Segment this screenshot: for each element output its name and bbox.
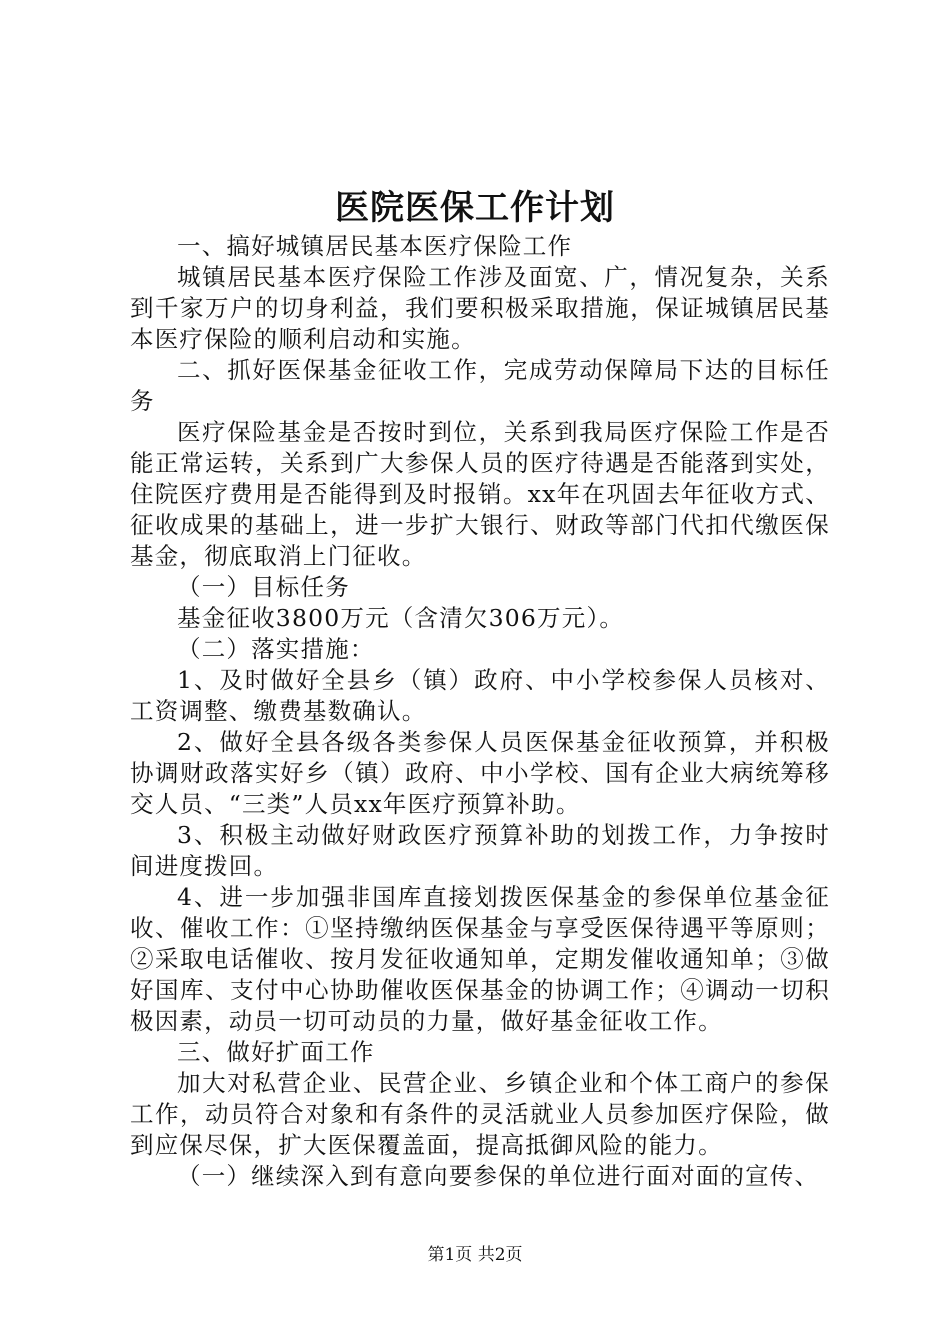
list-item: 3、积极主动做好财政医疗预算补助的划拨工作，力争按时间进度拨回。 [130, 821, 830, 880]
section-heading-2: 二、抓好医保基金征收工作，完成劳动保障局下达的目标任务 [130, 356, 830, 415]
paragraph: 基金征收3800万元（含清欠306万元）。 [177, 604, 625, 632]
subsection-heading: （一）目标任务 [177, 573, 350, 601]
subsection-heading: （二）落实措施： [177, 635, 375, 663]
list-item: 1、及时做好全县乡（镇）政府、中小学校参保人员核对、工资调整、缴费基数确认。 [130, 666, 830, 725]
list-item: 2、做好全县各级各类参保人员医保基金征收预算，并积极协调财政落实好乡（镇）政府、中小学校、国有企业大病统筹移交人员、“三类”人员xx年医疗预算补助。 [130, 728, 830, 818]
paragraph: 城镇居民基本医疗保险工作涉及面宽、广，情况复杂，关系到千家万户的切身利益，我们要积极采取措施，保证城镇居民基本医疗保险的顺利启动和实施。 [130, 263, 830, 353]
section-heading-1: 一、搞好城镇居民基本医疗保险工作 [177, 232, 573, 260]
paragraph: 医疗保险基金是否按时到位，关系到我局医疗保险工作是否能正常运转，关系到广大参保人员的医疗待遇是否能落到实处，住院医疗费用是否能得到及时报销。xx年在巩固去年征收方式、征收成果的基础上，进一步扩大银行、财政等部门代扣代缴医保基金，彻底取消上门征收。 [130, 418, 830, 570]
section-heading-3: 三、做好扩面工作 [177, 1038, 375, 1066]
paragraph: 加大对私营企业、民营企业、乡镇企业和个体工商户的参保工作，动员符合对象和有条件的灵活就业人员参加医疗保险，做到应保尽保，扩大医保覆盖面，提高抵御风险的能力。 [130, 1069, 830, 1159]
page-footer: 第1页 共2页 [427, 1245, 523, 1265]
list-item: 4、进一步加强非国库直接划拨医保基金的参保单位基金征收、催收工作：①坚持缴纳医保基金与享受医保待遇平等原则；②采取电话催收、按月发征收通知单，定期发催收通知单；③做好国库、支付中心协助催收医保基金的协调工作；④调动一切积极因素，动员一切可动员的力量，做好基金征收工作。 [130, 883, 830, 1035]
subsection-heading: （一）继续深入到有意向要参保的单位进行面对面的宣传、 [177, 1162, 820, 1190]
document-title: 医院医保工作计划 [335, 188, 615, 228]
document-body [130, 231, 830, 1192]
